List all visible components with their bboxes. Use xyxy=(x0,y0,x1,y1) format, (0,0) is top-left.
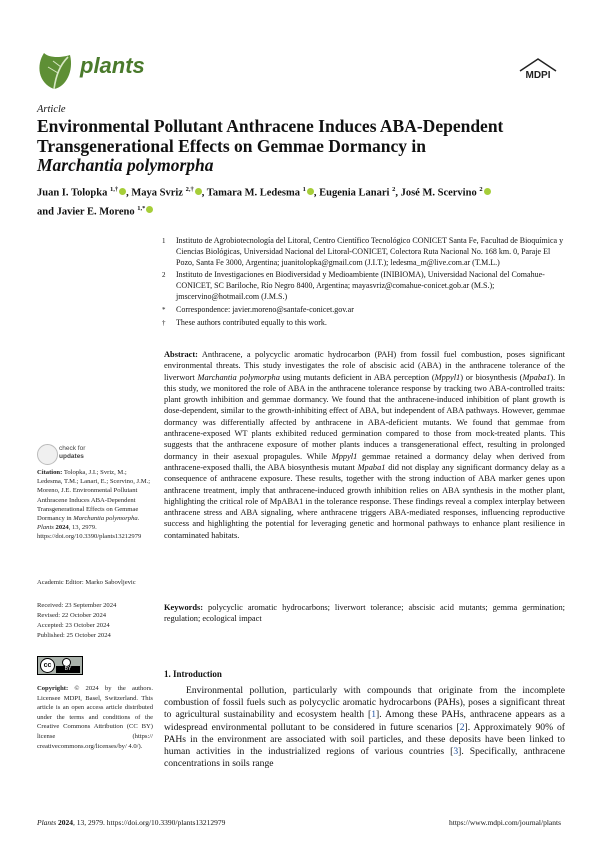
gene-name: Mpaba1 xyxy=(522,372,551,382)
cc-by-license-icon[interactable] xyxy=(37,656,83,675)
intro-text: Environmental pollution, particularly with compounds that originate from the incomplete combustion of fossil fuels such as polycyclic aromatic hydrocarbons (PAHs), poses a significant threat to agricultural sustainability and ecosystem health [ xyxy=(164,685,565,721)
orcid-icon[interactable] xyxy=(119,188,126,195)
keywords-text: polycyclic aromatic hydrocarbons; liverwort tolerance; abscisic acid mutants; gemma germination; regulation; ecological impact xyxy=(164,603,565,624)
cc-icon: cc xyxy=(40,658,55,673)
author-name: José M. Scervino xyxy=(400,187,477,199)
abstract-text: using mutants deficient in ABA perception ( xyxy=(282,372,435,382)
reference-link[interactable]: 3 xyxy=(453,746,459,758)
author-name: Javier E. Moreno xyxy=(56,206,135,217)
footer-doi[interactable]: , 13, 2979. https://doi.org/10.3390/plants13212979 xyxy=(73,818,226,827)
citation-text: Tolopka, J.I.; Svriz, M.; Ledesma, T.M.; Lanari, E.; Scervino, J.M.; Moreno, J.E. Environmental Pollutant Anthracene Induces ABA-Dependent Transgenerational Effects on Gemmae Dormancy in xyxy=(37,469,151,523)
gene-name: Mppyl1 xyxy=(434,372,461,382)
citation-label: Citation: xyxy=(37,469,63,476)
author-name: Tamara M. Ledesma xyxy=(206,187,301,199)
article-type: Article xyxy=(37,104,66,115)
abstract-text: ). In this study, we monitored the role of ABA in the anthracene tolerance response by tracking two ABA-controlled traits: plant growth inhibition and gemmae dormancy. We found that the anthracene-induced inhibition of plant growth is dose-dependent, similar to the growth-inhibiting effect of ABA, but independent of ABA pathways. However, gemmae dormancy was differentially affected by anthracene in ABA-deficient mutants. We found that gemmae from anthracene-exposed WT plants exhibited reduced germination compared to those from mock-treated plants. This suggests that the anthracene exposure of mother plants induces a transgenerational effect, resulting in prolonged dormancy in their asexual propagules. While xyxy=(164,372,566,461)
citation-year: 2024 xyxy=(55,524,69,532)
check-updates-icon xyxy=(37,444,58,465)
affiliation-text: Instituto de Investigaciones en Biodiversidad y Medioambiente (INIBIOMA), Universidad Nacional del Comahue-CONICET, SC Bariloche, Río Negro 8400, Argentina; mayasvriz@comahue-conicet.gob.ar (M.S.); jmscervino@hotmail.com (J.M.S.) xyxy=(176,270,545,301)
copyright-notice xyxy=(37,684,153,751)
intro-text: ]. Specifically, anthracene concentrations in soils range xyxy=(164,746,565,770)
abstract-text: gemmae retained a dormancy delay when derived from anthracene-exposed thalli, the ABA biosynthesis mutant xyxy=(164,451,565,472)
check-updates-line1: check for xyxy=(59,445,86,452)
date-published: Published: 25 October 2024 xyxy=(37,632,111,639)
date-revised: Revised: 22 October 2024 xyxy=(37,612,107,619)
affiliation-mark: † xyxy=(162,318,166,327)
author-name: Maya Svriz xyxy=(131,187,183,199)
abstract-label: Abstract: xyxy=(164,350,198,359)
reference-link[interactable]: 1 xyxy=(371,709,376,721)
paper-title xyxy=(37,117,567,176)
affiliation-item xyxy=(162,236,567,268)
affiliation-text: Correspondence: javier.moreno@santafe-conicet.gov.ar xyxy=(176,304,354,314)
author-name: Eugenia Lanari xyxy=(319,187,390,199)
section-heading: 1. Introduction xyxy=(164,669,222,679)
affiliation-item xyxy=(162,318,567,329)
date-received: Received: 23 September 2024 xyxy=(37,602,117,609)
date-accepted: Accepted: 23 October 2024 xyxy=(37,622,110,629)
affiliation-mark: 2 xyxy=(162,271,166,280)
affiliation-item xyxy=(162,305,567,316)
abstract-text: ) or biosynthesis ( xyxy=(460,372,523,382)
orcid-icon[interactable] xyxy=(195,188,202,195)
abstract xyxy=(164,349,565,541)
footer-year: 2024 xyxy=(58,818,74,827)
footer-journal: Plants xyxy=(37,818,57,827)
orcid-icon[interactable] xyxy=(307,188,314,195)
author-name: Juan I. Tolopka xyxy=(37,187,108,199)
check-updates-label xyxy=(59,445,85,461)
orcid-icon[interactable] xyxy=(146,206,153,213)
author-list: Juan I. Tolopka $^{1,\dagger}$ , Maya Svriz $^{2,\dagger}$ , Tamara M. Ledesma $^1$ , Eugenia Lanari $^2$, José M. Scervino $^2$ and Javier E. Moreno $^{1,*}$ xyxy=(37,182,567,219)
title-species: Marchantia polymorpha xyxy=(37,155,214,175)
footer-citation xyxy=(37,818,225,827)
reference-link[interactable]: 2 xyxy=(459,721,465,733)
intro-text: ]. Approximately 90% of PAHs in the environment are associated with soil particles, and these deposits have been linked to human activities in the industrialized regions of various countries [ xyxy=(164,721,565,758)
copyright-text: © 2024 by the authors. Licensee MDPI, Basel, Switzerland. This article is an open access article distributed under the terms and conditions of the Creative Commons Attribution (CC BY) license (https:// creativecommons.org/licenses/by/ 4.0/). xyxy=(37,685,154,750)
author-sup: 1,† xyxy=(109,186,119,193)
orcid-icon[interactable] xyxy=(484,188,491,195)
citation-block xyxy=(37,468,153,542)
gene-name: Mppyl1 xyxy=(331,451,358,461)
author-sup: 1 xyxy=(302,186,306,193)
keywords xyxy=(164,602,565,625)
author-prefix: and xyxy=(37,206,54,217)
gene-name: Mpaba1 xyxy=(357,462,386,472)
academic-editor: Academic Editor: Marko Sabovljevic xyxy=(37,579,136,586)
plants-leaf-logo-icon xyxy=(34,49,74,91)
affiliation-mark: 1 xyxy=(162,237,166,245)
citation-rest[interactable]: , 13, 2979. https://doi.org/10.3390/plants13212979 xyxy=(37,524,142,541)
affiliation-mark: * xyxy=(162,305,166,314)
footer-journal-url[interactable]: https://www.mdpi.com/journal/plants xyxy=(448,818,561,827)
cc-by-label: BY xyxy=(56,666,80,673)
title-main: Environmental Pollutant Anthracene Induces ABA-Dependent Transgenerational Effects on Gemmae Dormancy in xyxy=(37,116,504,156)
introduction-paragraph xyxy=(164,685,565,770)
abstract-species: Marchantia polymorpha xyxy=(197,372,280,382)
author-sup: 2,† xyxy=(185,186,194,193)
author-sup: 1,* xyxy=(137,204,146,212)
check-updates-line2: updates xyxy=(59,453,84,460)
abstract-text: Anthracene, a polycyclic aromatic hydrocarbon (PAH) from fossil fuel combustion, poses significant environmental threats. This study investigates the role of abscisic acid (ABA) in the anthracene tolerance of the liverwort xyxy=(164,350,565,382)
journal-name: plants xyxy=(80,53,145,78)
citation-species: Marchantia polymorpha. Plants xyxy=(37,515,140,532)
publisher-name: MDPI xyxy=(525,70,551,81)
affiliation-text: Instituto de Agrobiotecnología del Litoral, Centro Científico Tecnológico CONICET Santa Fe, Facultad de Bioquímica y Ciencias Biológicas, Universidad Nacional del Litoral-CONICET, Colectora Ruta Nacional No. 168 km. 0, Paraje El Pozo, Santa Fe 3000, Argentina; juanitolopka@gmail.com (J.I.T.); ledesma_m@live.com.ar (T.M.L.) xyxy=(176,236,564,267)
author-sup: 2 xyxy=(392,186,396,193)
affiliation-list xyxy=(162,236,567,330)
check-for-updates-button[interactable] xyxy=(37,443,89,467)
affiliation-item xyxy=(162,270,567,302)
copyright-label: Copyright: xyxy=(37,685,69,692)
keywords-label: Keywords: xyxy=(164,603,204,612)
abstract-text: did not display any significant dormancy delay as a consequence of anthracene exposure. These results, together with the strong induction of ABA marker genes upon anthracene treatment, imply that anthracene-induced growth inhibition relies on ABA synthesis in the mother plant, highlighting the critical role of MpABA1 in the tolerance response. These findings reveal a complex interplay between anthracene stress and ABA signaling, where anthracene triggers ABA-mediated responses, influencing reproductive success and highlighting the potential for leveraging genetic and hormonal pathways to enhance plant resilience in contaminated habitats. xyxy=(164,462,566,540)
mdpi-logo-icon xyxy=(516,57,560,81)
affiliation-text: These authors contributed equally to this work. xyxy=(176,317,327,327)
intro-text: ]. Among these PAHs, anthracene appears as a widespread environmental pollutant to be considered in future scenarios [ xyxy=(164,709,565,733)
author-sup: 2 xyxy=(479,186,483,193)
